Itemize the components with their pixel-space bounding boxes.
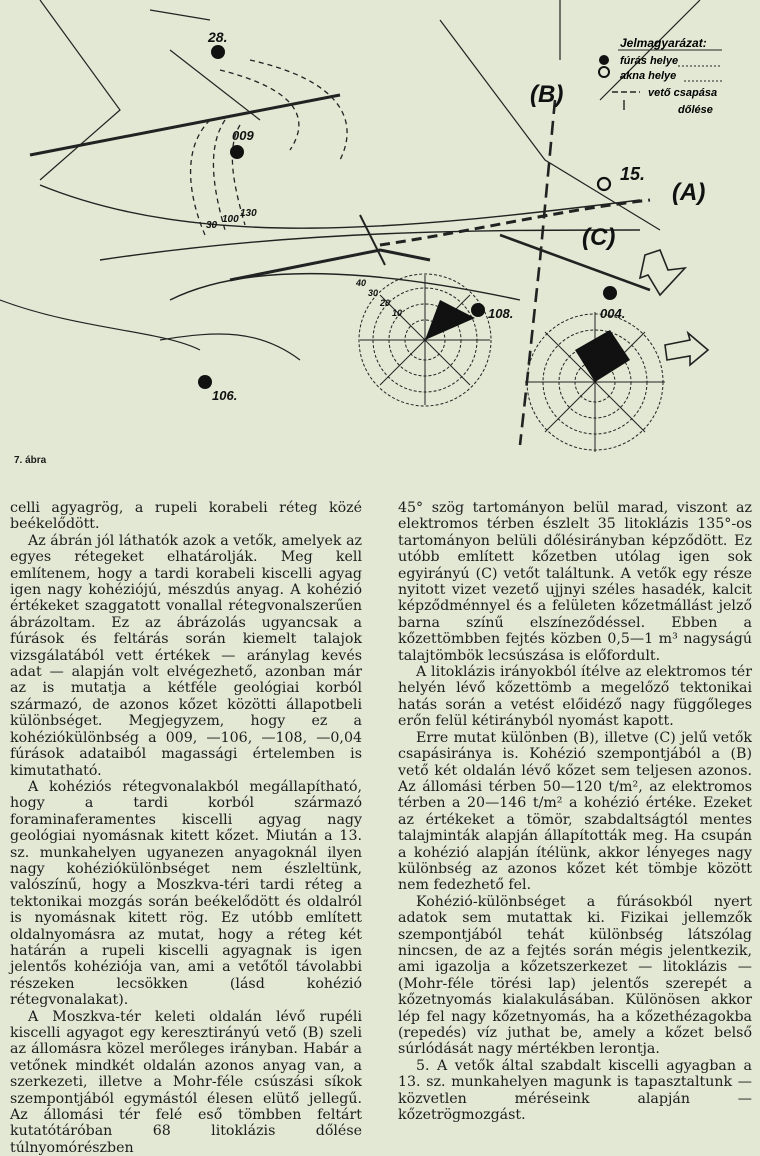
label-bore-28: 28.	[208, 29, 228, 45]
label-rose-ring-3: 30	[368, 288, 379, 298]
paragraph-right-5: 5. A vetők által szabdalt kiscelli agyagban a 13. sz. munkahelyen magunk is tapasztaltunk — közvetlen méréseink alapján — kőzetrögmozgást.	[398, 1057, 752, 1124]
geological-map-figure	[0, 0, 760, 490]
legend-item-borehole: fúrás helye	[620, 55, 679, 67]
label-fault-b: (B)	[530, 81, 564, 108]
paragraph-left-2: Az ábrán jól láthatók azok a vetők, amelyek az egyes rétegeket elhatárolják. Meg kell említenem, hogy a tardi korabeli kiscelli agyag igen nagy kohéziójú, mészdús anyag. A kohézió értékeket szaggatott vonallal rétegvonalszerűen ábrázoltam. Ez az ábrázolás ugyancsak a fúrások és feltárás során kiemelt talajok vizsgálatából vett értékek — aránylag kevés adat — alapján volt elvégezhető, azonban már az is mutatja a kétféle geológiai korból származó, de azonos kőzet közötti állapotbeli különbséget. Megjegyzem, hogy ez a kohéziókülönbség a 009, —106, —108, —0,04 fúrások adataiból magassági értelemben is kimutatható.	[10, 532, 362, 779]
legend-item-dip: dőlése	[678, 104, 713, 116]
paragraph-left-1: celli agyagrög, a rupeli korabeli réteg közé beékelődött.	[10, 500, 362, 533]
legend-title: Jelmagyarázat:	[620, 36, 707, 50]
label-bore-004: 004.	[600, 306, 626, 321]
paragraph-right-3: Erre mutat különben (B), illetve (C) jelű vetők csapásiránya is. Kohézió szempontjából a (B) vető két oldalán lévő kőzet sem teljesen azonos. Az állomási térben 50—120 t/m², az elektromos térben a 20—146 t/m² a kohézió értéke. Ezeket az értékeket a tömör, szabdaltságtól mentes talajminták alapján állapították meg. Ha csupán a kohézió alapján ítélünk, akkor lényeges nagy különbség az azonos kőzet két tömbje között nem fedezhető fel.	[398, 729, 752, 894]
label-fault-a: (A)	[672, 179, 706, 206]
paragraph-right-4: Kohézió-különbséget a fúrásokból nyert adatok sem mutattak ki. Fizikai jellemzők szempontjából tehát különbség látszólag nincsen, de az a fejtés során mégis jelentkezik, ami igazolja a kőzetszerkezet — litoklázis — (Mohr-féle törési lap) jelentős szerepét a kőzetnyomás kialakulásában. Különösen akkor lép fel nagy kőzetnyomás, ha a kőzethézagokba (repedés) víz juthat be, amely a kőzet belső súrlódását nagy mértékben lerontja.	[398, 893, 752, 1058]
label-contour-3: 130	[240, 208, 257, 219]
label-rose-ring-1: 10	[392, 308, 403, 318]
label-bore-15: 15.	[620, 164, 646, 184]
label-bore-106: 106.	[212, 388, 238, 403]
label-contour-2: 100	[222, 214, 239, 225]
label-rose-ring-2: 20	[380, 298, 391, 308]
label-bore-108: 108.	[488, 306, 514, 321]
label-rose-ring-4: 40	[356, 278, 367, 288]
label-bore-009: 009	[232, 128, 254, 143]
paragraph-left-4: A Moszkva-tér keleti oldalán lévő rupéli kiscelli agyagot egy keresztirányú vető (B) szeli az állomásra közel merőleges irányban. Habár a vetőnek mindkét oldalán azonos anyag van, a szerkezeti, illetve a Mohr-féle csúszási síkok szempontjából egymástól élesen elütő jellegű. Az állomási tér felé eső tömbben feltárt kutatótáróban 68 litoklázis dőlése túlnyomórészben	[10, 1008, 362, 1156]
legend-item-shaft: akna helye	[620, 70, 677, 82]
text-column-left	[10, 500, 362, 1156]
paragraph-left-3: A kohéziós rétegvonalakból megállapítható, hogy a tardi korból származó foraminaferamentes kiscelli agyag nagy geológiai nyomásnak kitett kőzet. Miután a 13. sz. munkahelyen ugyanezen anyagoknál ilyen nagy kohéziókülönbséget nem észleltünk, valószínű, hogy a Moszkva-téri tardi réteg a tektonikai mozgás során beékelődött és oldalról is nyomásnak kitett rög. Ez utóbb említett oldalnyomásra az mutat, hogy a réteg két határán a rupeli kiscelli agyagnak is igen jelentős kohéziója van, ami a vetőtől távolabbi részeken lecsökken (lásd kohézió rétegvonalakat).	[10, 778, 362, 1009]
figure-caption: 7. ábra	[14, 455, 47, 466]
label-fault-c: (C)	[582, 224, 616, 251]
label-contour-1: 30	[206, 220, 218, 231]
paragraph-right-1: 45° szög tartományon belül marad, viszont az elektromos térben észlelt 35 litoklázis 135°-os tartományon belüli dőlésirányban képződött. Ez utóbb említett kőzetben utólag igen sok egyirányú (C) vetőt találtunk. A vetők egy része nyitott vizet vezető ujjnyi széles hasadék, kalcit képződménnyel és a felületen kőzetmállást jelző barna színű elszíneződéssel. Ebben a kőzettömbben fejtés közben 0,5—1 m³ nagyságú talajtömbök lecsúszása is előfordult.	[398, 500, 752, 664]
paragraph-right-2: A litoklázis irányokból ítélve az elektromos tér helyén lévő kőzettömb a megelőző tektonikai hatás során a vetést előidéző nagy függőleges erőn felül kétirányból nyomást kapott.	[398, 664, 752, 730]
legend	[612, 36, 722, 116]
legend-item-strike: vető csapása	[648, 87, 718, 99]
text-column-right	[398, 500, 752, 1123]
